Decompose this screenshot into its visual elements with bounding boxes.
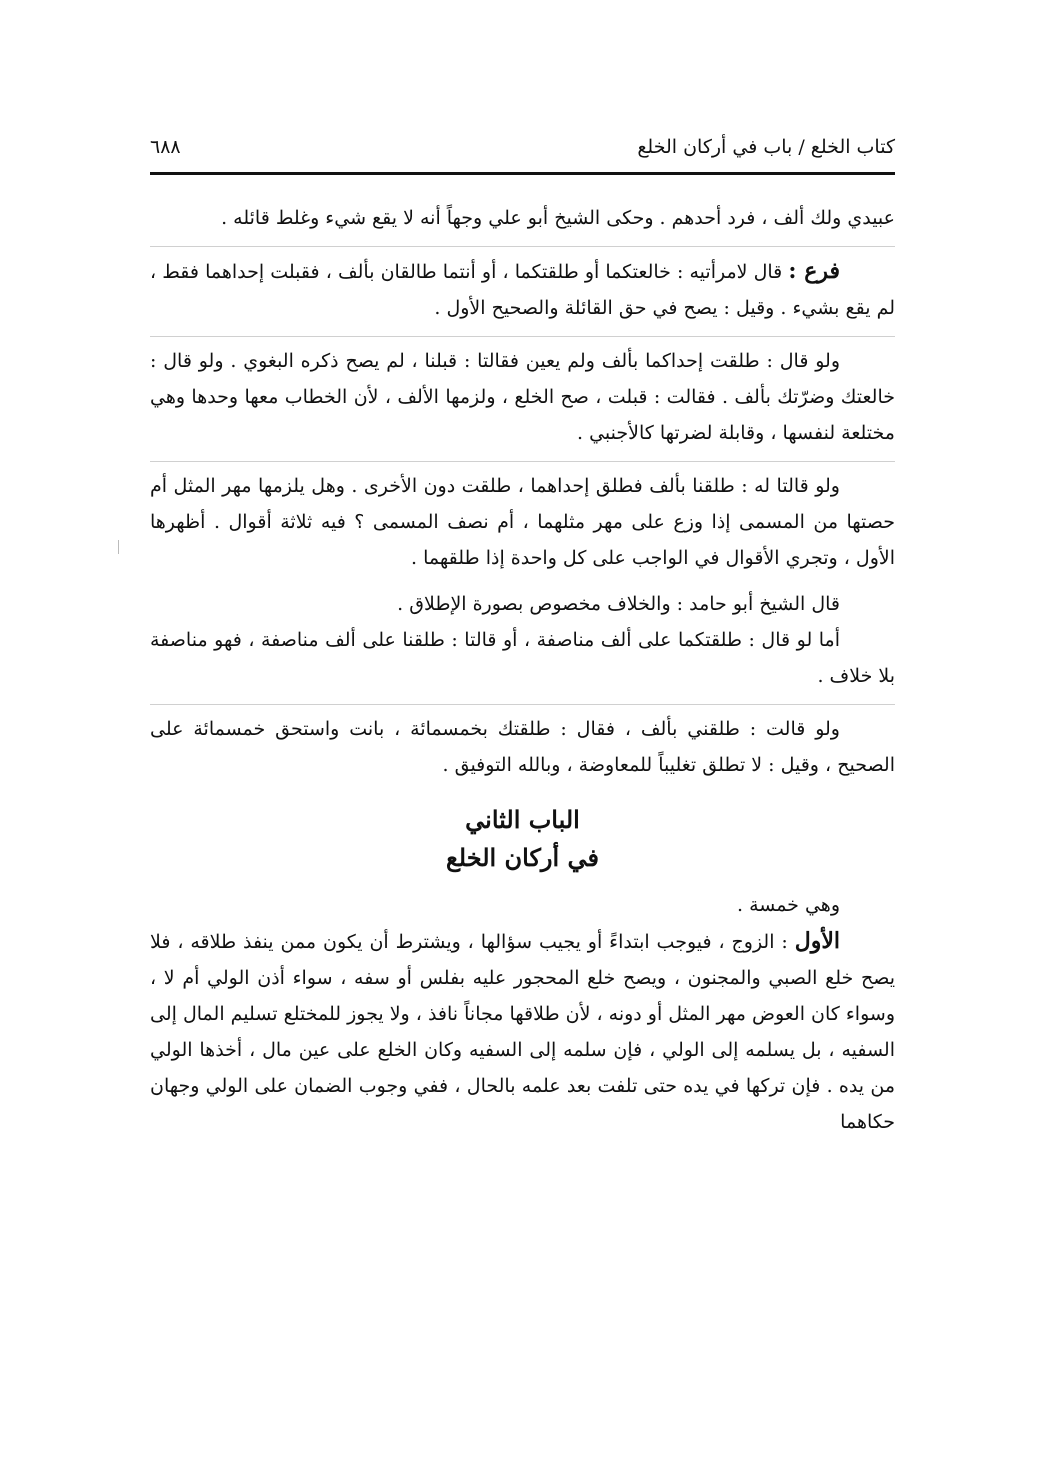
- paragraph-1: عبيدي ولك ألف ، فرد أحدهم . وحكى الشيخ أبو علي وجهاً أنه لا يقع شيء وغلط قائله .: [221, 207, 895, 229]
- chapter-title-line-2: في أركان الخلع: [446, 843, 599, 872]
- margin-mark: [118, 540, 119, 554]
- paragraph-2-text: قال لامرأتيه : خالعتكما أو طلقتكما ، أو أنتما طالقان بألف ، فقبلت إحداهما فقط ، لم يقع بشيء . وقيل : يصح في حق القائلة والصحيح الأول .: [150, 261, 895, 319]
- paragraph-5: قال الشيخ أبو حامد : والخلاف مخصوص بصورة الإطلاق .: [397, 593, 840, 615]
- section-first-pillar: [150, 923, 895, 1140]
- paragraph-divider: [150, 336, 895, 337]
- body-text: [150, 200, 895, 1150]
- paragraph-2-lead: فرع :: [788, 258, 841, 284]
- running-header: [150, 128, 895, 172]
- chapter-title-line-1: الباب الثاني: [465, 805, 580, 834]
- chapter-heading: [150, 801, 895, 877]
- paragraph-6: أما لو قال : طلقتكما على ألف مناصفة ، أو قالتا : طلقنا على ألف مناصفة ، فهو مناصفة بلا خلاف .: [150, 629, 895, 687]
- paragraph-3: ولو قال : طلقت إحداكما بألف ولم يعين فقالتا : قبلنا ، لم يصح ذكره البغوي . ولو قال : خالعتك وضرّتك بألف . فقالت : قبلت ، صح الخلع ، ولزمها الألف ، لأن الخطاب معها وحدها وهي مختلعة لنفسها ، وقابلة لضرتها كالأجنبي .: [150, 350, 895, 444]
- document-page: [150, 0, 895, 1477]
- paragraph-2: [150, 253, 895, 326]
- paragraph-7: ولو قالت : طلقني بألف ، فقال : طلقتك بخمسمائة ، بانت واستحق خمسمائة على الصحيح ، وقيل : لا تطلق تغليباً للمعاوضة ، وبالله التوفيق .: [150, 718, 895, 776]
- paragraph-divider: [150, 246, 895, 247]
- header-divider: [150, 172, 895, 175]
- running-title: كتاب الخلع / باب في أركان الخلع: [637, 136, 895, 158]
- paragraph-4: ولو قالتا له : طلقنا بألف فطلق إحداهما ، طلقت دون الأخرى . وهل يلزمها مهر المثل أم حصتها من المسمى إذا وزع على مهر مثلهما ، أم نصف المسمى ؟ فيه ثلاثة أقوال . أظهرها الأول ، وتجري الأقوال في الواجب على كل واحدة إذا طلقهما .: [150, 475, 895, 569]
- first-pillar-lead: الأول: [794, 928, 840, 954]
- first-pillar-text: : الزوج ، فيوجب ابتداءً أو يجيب سؤالها ، ويشترط أن يكون ممن ينفذ طلاقه ، فلا يصح خلع الصبي والمجنون ، ويصح خلع المحجور عليه بفلس أو سفه ، سواء أذن الولي أم لا ، وسواء كان العوض مهر المثل أو دونه ، لأن طلاقها مجاناً نافذ ، ولا يجوز للمختلع تسليم المال إلى السفيه ، بل يسلمه إلى الولي ، فإن سلمه إلى السفيه وكان الخلع على عين مال ، أخذها الولي من يده . فإن تركها في يده حتى تلفت بعد علمه بالحال ، ففي وجوب الضمان على الولي وجهان حكاهما: [150, 931, 895, 1133]
- section-intro: وهي خمسة .: [736, 894, 840, 916]
- paragraph-divider: [150, 704, 895, 705]
- paragraph-divider: [150, 461, 895, 462]
- page-number: ٦٨٨: [150, 136, 181, 158]
